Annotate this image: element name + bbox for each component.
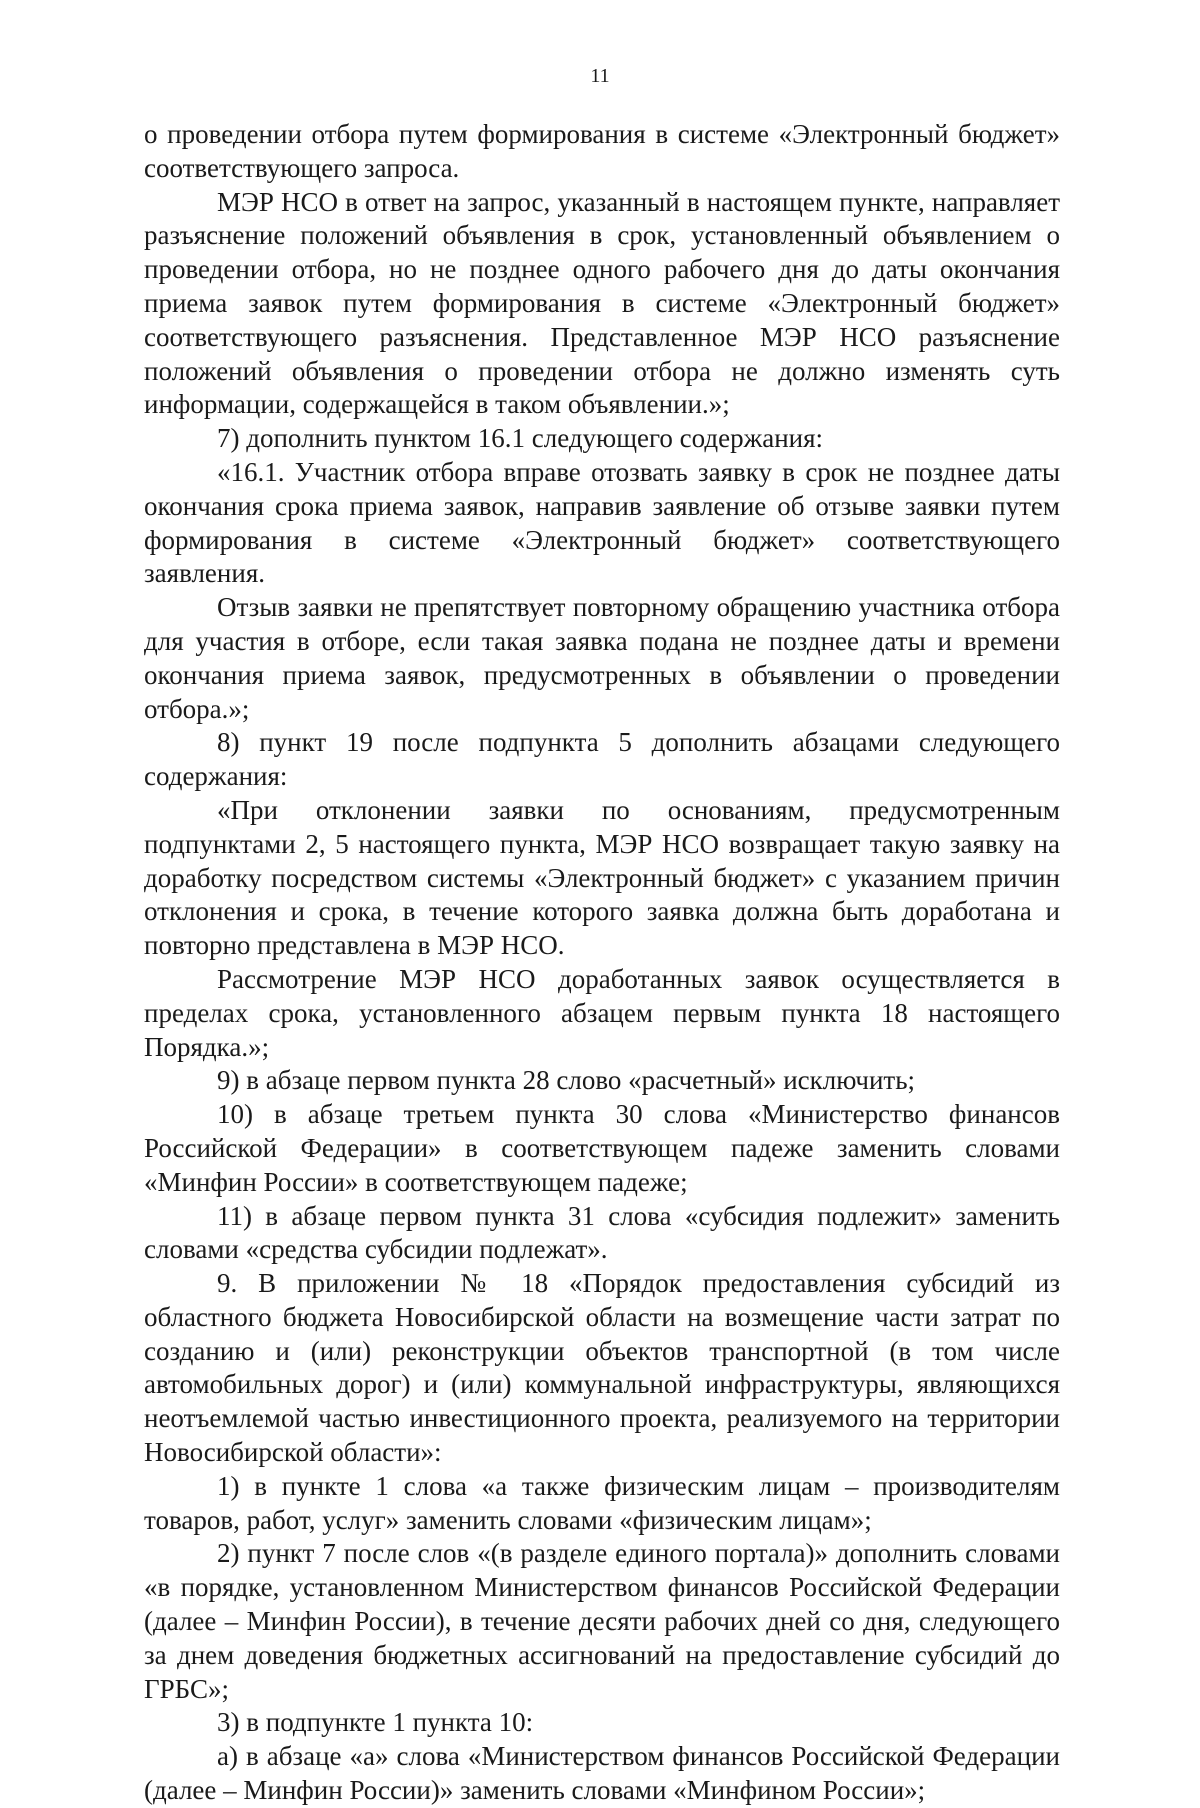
paragraph: 3) в подпункте 1 пункта 10: (217, 1707, 534, 1738)
paragraph: «При отклонении заявки по основаниям, предусмотренным подпунктами 2, 5 настоящего пункта, МЭР НСО возвращает такую заявку на доработку посредством системы «Электронный бюджет» с указанием причин отклонения и срока, в течение которого заявка должна быть доработана и повторно представлена в МЭР НСО. (144, 794, 1060, 961)
paragraph: 8) пункт 19 после подпункта 5 дополнить абзацами следующего содержания: (144, 727, 1060, 792)
paragraph: о проведении отбора путем формирования в системе «Электронный бюджет» соответствующего запроса. (144, 119, 1060, 183)
paragraph: Отзыв заявки не препятствует повторному обращению участника отбора для участия в отборе, если такая заявка подана не позднее даты и времени окончания приема заявок, предусмотренных в объявлении о проведении отбора.»; (144, 592, 1060, 724)
paragraph: 9. В приложении № 18 «Порядок предоставления субсидий из областного бюджета Новосибирской области на возмещение части затрат по созданию и (или) реконструкции объектов транспортной (в том числе автомобильных дорог) и (или) коммунальной инфраструктуры, являющихся неотъемлемой частью инвестиционного проекта, реализуемого на территории Новосибирской области»: (144, 1268, 1060, 1468)
page-number: 11 (590, 65, 610, 87)
paragraph: 11) в абзаце первом пункта 31 слова «субсидия подлежит» заменить словами «средства субсидии подлежат». (144, 1200, 1060, 1265)
paragraph: 10) в абзаце третьем пункта 30 слова «Министерство финансов Российской Федерации» в соответствующем падеже заменить словами «Минфин России» в соответствующем падеже; (144, 1099, 1060, 1197)
paragraph: Рассмотрение МЭР НСО доработанных заявок осуществляется в пределах срока, установленного абзацем первым пункта 18 настоящего Порядка.»; (144, 963, 1060, 1062)
paragraph: 1) в пункте 1 слова «а также физическим лицам – производителям товаров, работ, услуг» заменить словами «физическим лицам»; (144, 1470, 1060, 1535)
paragraph: «16.1. Участник отбора вправе отозвать заявку в срок не позднее даты окончания срока приема заявок, направив заявление об отзыве заявки путем формирования в системе «Электронный бюджет» соответствующего заявления. (144, 456, 1060, 589)
document-body (144, 118, 1060, 1808)
paragraph: 9) в абзаце первом пункта 28 слово «расчетный» исключить; (217, 1065, 916, 1096)
paragraph: 7) дополнить пунктом 16.1 следующего содержания: (217, 423, 824, 454)
paragraph: 2) пункт 7 после слов «(в разделе единого портала)» дополнить словами «в порядке, установленном Министерством финансов Российской Федерации (далее – Минфин России), в течение десяти рабочих дней со дня, следующего за днем доведения бюджетных ассигнований на предоставление субсидий до ГРБС»; (144, 1538, 1060, 1704)
paragraph: МЭР НСО в ответ на запрос, указанный в настоящем пункте, направляет разъяснение положений объявления в срок, установленный объявлением о проведении отбора, но не позднее одного рабочего дня до даты окончания приема заявок путем формирования в системе «Электронный бюджет» соответствующего разъяснения. Представленное МЭР НСО разъяснение положений объявления о проведении отбора не должно изменять суть информации, содержащейся в таком объявлении.»; (144, 186, 1060, 420)
paragraph: а) в абзаце «а» слова «Министерством финансов Российской Федерации (далее – Минфин России)» заменить словами «Минфином России»; (144, 1741, 1060, 1806)
